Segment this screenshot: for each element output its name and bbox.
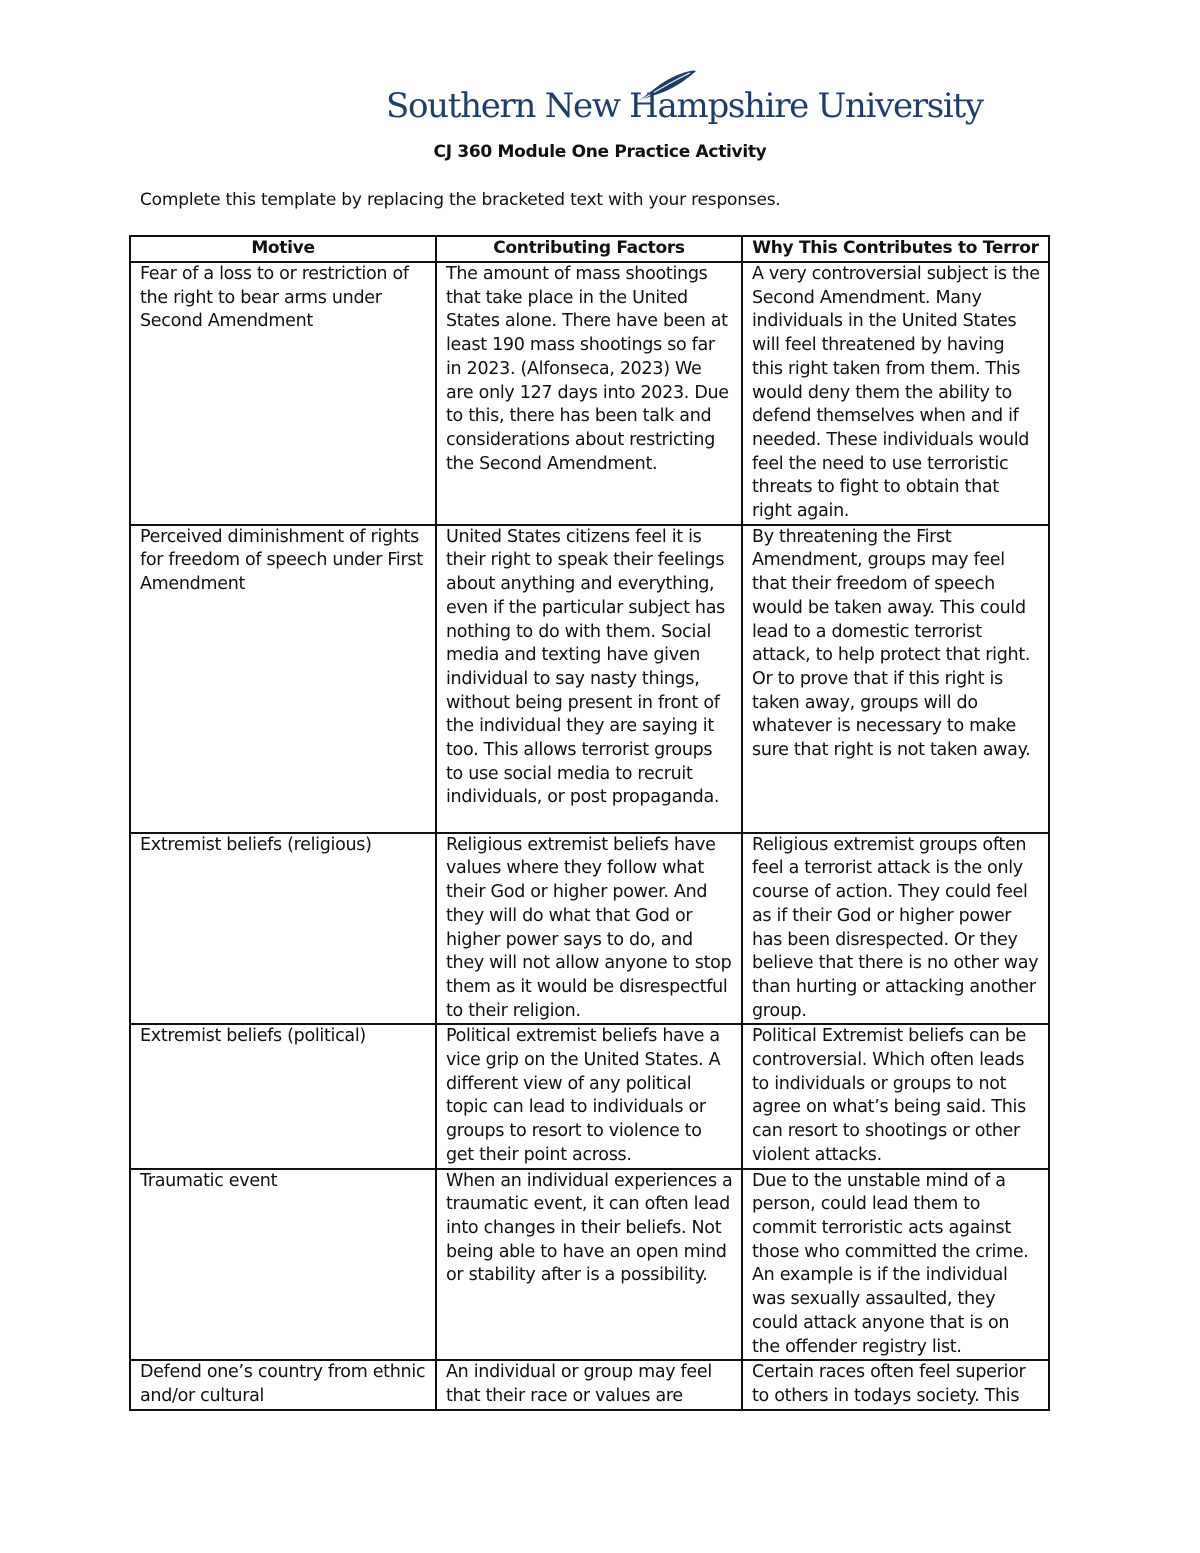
column-header-why: Why This Contributes to Terror [742,236,1049,262]
factors-cell: Religious extremist beliefs have values where they follow what their God or higher power. And they will do what that God or higher power says to do, and they will not allow anyone to stop them as it would be disrespectful to their religion. [436,833,742,1025]
why-cell: By threatening the First Amendment, groups may feel that their freedom of speech would be taken away. This could lead to a domestic terrorist attack, to help protect that right. Or to prove that if this right is taken away, groups will do whatever is necessary to make sure that right is not taken away. [742,525,1049,833]
university-logo [386,68,983,138]
table-header-row [130,236,1049,262]
instructions-text: Complete this template by replacing the bracketed text with your responses. [140,190,781,210]
table-row [130,1024,1049,1168]
factors-cell: The amount of mass shootings that take place in the United States alone. There have been at least 190 mass shootings so far in 2023. (Alfonseca, 2023) We are only 127 days into 2023. Due to this, there has been talk and considerations about restricting the Second Amendment. [436,262,742,525]
motive-cell: Fear of a loss to or restriction of the right to bear arms under Second Amendment [130,262,436,525]
column-header-motive: Motive [130,236,436,262]
factors-cell: When an individual experiences a traumatic event, it can often lead into changes in their beliefs. Not being able to have an open mind or stability after is a possibility. [436,1169,742,1361]
why-cell: Due to the unstable mind of a person, could lead them to commit terroristic acts against those who committed the crime. An example is if the individual was sexually assaulted, they could attack anyone that is on the offender registry list. [742,1169,1049,1361]
table-row [130,525,1049,833]
column-header-factors: Contributing Factors [436,236,742,262]
table-row [130,262,1049,525]
motive-cell: Extremist beliefs (religious) [130,833,436,1025]
motive-cell: Extremist beliefs (political) [130,1024,436,1168]
why-cell: Certain races often feel superior to others in todays society. This [742,1360,1049,1409]
motive-cell: Traumatic event [130,1169,436,1361]
university-name: Southern New Hampshire University [386,86,983,126]
why-cell: A very controversial subject is the Second Amendment. Many individuals in the United States will feel threatened by having this right taken from them. This would deny them the ability to defend themselves when and if needed. These individuals would feel the need to use terroristic threats to fight to obtain that right again. [742,262,1049,525]
page-title: CJ 360 Module One Practice Activity [433,142,767,162]
motive-cell: Perceived diminishment of rights for freedom of speech under First Amendment [130,525,436,833]
table-row [130,1360,1049,1409]
table-row [130,833,1049,1025]
why-cell: Religious extremist groups often feel a terrorist attack is the only course of action. They could feel as if their God or higher power has been disrespected. Or they believe that there is no other way than hurting or attacking another group. [742,833,1049,1025]
factors-cell: United States citizens feel it is their right to speak their feelings about anything and everything, even if the particular subject has nothing to do with them. Social media and texting have given individual to say nasty things, without being present in front of the individual they are saying it too. This allows terrorist groups to use social media to recruit individuals, or post propaganda. [436,525,742,833]
motives-table [129,235,1050,1411]
why-cell: Political Extremist beliefs can be controversial. Which often leads to individuals or groups to not agree on what’s being said. This can resort to shootings or other violent attacks. [742,1024,1049,1168]
factors-cell: An individual or group may feel that their race or values are [436,1360,742,1409]
factors-cell: Political extremist beliefs have a vice grip on the United States. A different view of any political topic can lead to individuals or groups to resort to violence to get their point across. [436,1024,742,1168]
table-row [130,1169,1049,1361]
motive-cell: Defend one’s country from ethnic and/or cultural [130,1360,436,1409]
